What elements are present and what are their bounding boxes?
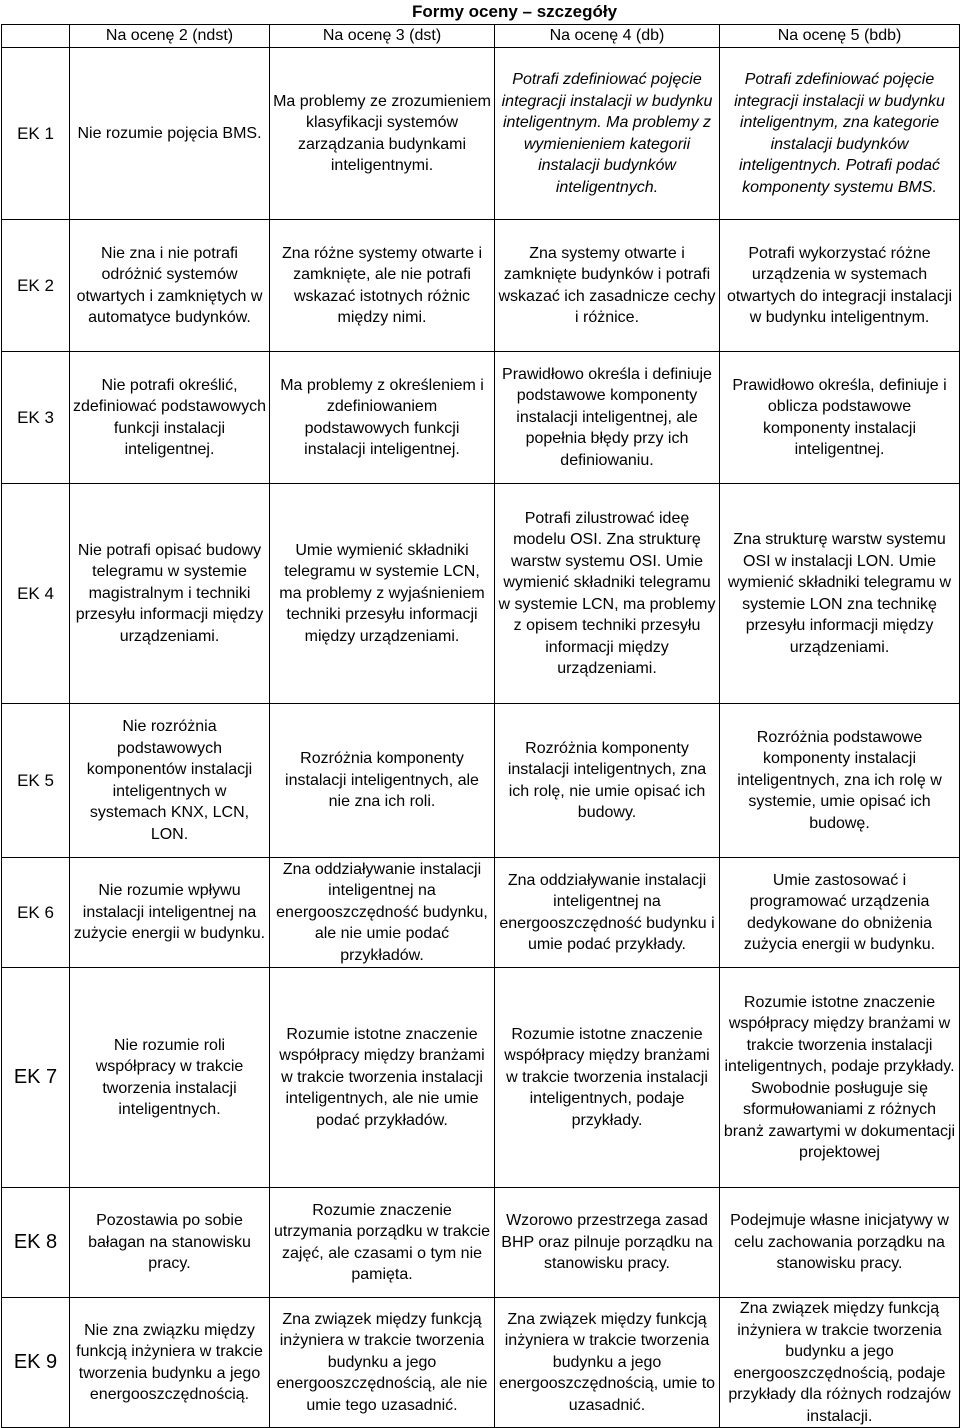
page-title: Formy oceny – szczegóły: [70, 0, 960, 25]
grade-4-cell: Potrafi zilustrować ideę modelu OSI. Zna strukturę warstw systemu OSI. Umie wymienić składniki telegramu w systemie LCN, ma problemy z opisem techniki przesyłu informacji między urządzeniami.: [495, 484, 720, 704]
grade-5-cell: Rozróżnia podstawowe komponenty instalacji inteligentnych, zna ich rolę w systemie, umie opisać ich budowę.: [720, 704, 960, 858]
grade-2-cell: Nie rozróżnia podstawowych komponentów instalacji inteligentnych w systemach KNX, LCN, LON.: [70, 704, 270, 858]
grade-2-cell: Nie rozumie pojęcia BMS.: [70, 48, 270, 220]
grade-4-cell: Zna oddziaływanie instalacji inteligentnej na energooszczędność budynku i umie podać przykłady.: [495, 858, 720, 968]
grade-4-cell: Zna systemy otwarte i zamknięte budynków i potrafi wskazać ich zasadnicze cechy i różnice.: [495, 220, 720, 352]
table-row-ek4: [2, 484, 960, 704]
grade-3-cell: Zna oddziaływanie instalacji inteligentnej na energooszczędność budynku, ale nie umie podać przykładów.: [270, 858, 495, 968]
corner-cell: [2, 25, 70, 48]
grade-2-header: Na ocenę 2 (ndst): [70, 25, 270, 48]
table-row-ek5: [2, 704, 960, 858]
ek-label: EK 2: [2, 220, 70, 352]
grade-4-cell: Wzorowo przestrzega zasad BHP oraz pilnuje porządku na stanowisku pracy.: [495, 1188, 720, 1298]
grade-4-cell: Prawidłowo określa i definiuje podstawowe komponenty instalacji inteligentnej, ale popełnia błędy przy ich definiowaniu.: [495, 352, 720, 484]
grade-2-cell: Nie potrafi opisać budowy telegramu w systemie magistralnym i techniki przesyłu informacji między urządzeniami.: [70, 484, 270, 704]
grade-5-cell: Zna strukturę warstw systemu OSI w instalacji LON. Umie wymienić składniki telegramu w systemie LON zna technikę przesyłu informacji między urządzeniami.: [720, 484, 960, 704]
table-row-ek8: [2, 1188, 960, 1298]
table-row-ek9: [2, 1298, 960, 1428]
grade-5-cell: Podejmuje własne inicjatywy w celu zachowania porządku na stanowisku pracy.: [720, 1188, 960, 1298]
grade-5-cell: Zna związek między funkcją inżyniera w trakcie tworzenia budynku a jego energooszczędnością, podaje przykłady dla różnych rodzajów instalacji.: [720, 1298, 960, 1428]
title-row: [2, 0, 960, 25]
grade-3-cell: Rozróżnia komponenty instalacji inteligentnych, ale nie zna ich roli.: [270, 704, 495, 858]
table-row-ek2: [2, 220, 960, 352]
assessment-table: [1, 0, 960, 1428]
ek-label: EK 7: [2, 968, 70, 1188]
grade-2-cell: Nie zna i nie potrafi odróżnić systemów otwartych i zamkniętych w automatyce budynków.: [70, 220, 270, 352]
grade-4-cell: Rozumie istotne znaczenie współpracy między branżami w trakcie tworzenia instalacji inteligentnych, podaje przykłady.: [495, 968, 720, 1188]
grade-5-cell: Prawidłowo określa, definiuje i oblicza podstawowe komponenty instalacji inteligentnej.: [720, 352, 960, 484]
grade-header-row: [2, 25, 960, 48]
grade-2-cell: Nie rozumie wpływu instalacji inteligentnej na zużycie energii w budynku.: [70, 858, 270, 968]
ek-label: EK 8: [2, 1188, 70, 1298]
ek-label: EK 4: [2, 484, 70, 704]
table-row-ek1: [2, 48, 960, 220]
grade-5-cell: Potrafi zdefiniować pojęcie integracji instalacji w budynku inteligentnym, zna kategorie instalacji budynków inteligentnych. Potrafi podać komponenty systemu BMS.: [720, 48, 960, 220]
grade-2-cell: Nie zna związku między funkcją inżyniera w trakcie tworzenia budynku a jego energooszczędnością.: [70, 1298, 270, 1428]
grade-3-cell: Zna różne systemy otwarte i zamknięte, ale nie potrafi wskazać istotnych różnic między nimi.: [270, 220, 495, 352]
grade-5-cell: Rozumie istotne znaczenie współpracy między branżami w trakcie tworzenia instalacji inteligentnych, podaje przykłady. Swobodnie posługuje się sformułowaniami z różnych branż zawartymi w dokumentacji projektowej: [720, 968, 960, 1188]
ek-label: EK 1: [2, 48, 70, 220]
grade-5-header: Na ocenę 5 (bdb): [720, 25, 960, 48]
ek-label: EK 6: [2, 858, 70, 968]
grade-3-cell: Rozumie istotne znaczenie współpracy między branżami w trakcie tworzenia instalacji inteligentnych, ale nie umie podać przykładów.: [270, 968, 495, 1188]
ek-label: EK 9: [2, 1298, 70, 1428]
table-row-ek6: [2, 858, 960, 968]
grade-2-cell: Nie rozumie roli współpracy w trakcie tworzenia instalacji inteligentnych.: [70, 968, 270, 1188]
grade-4-cell: Rozróżnia komponenty instalacji inteligentnych, zna ich rolę, nie umie opisać ich budowy.: [495, 704, 720, 858]
grade-4-header: Na ocenę 4 (db): [495, 25, 720, 48]
grade-3-header: Na ocenę 3 (dst): [270, 25, 495, 48]
ek-label: EK 5: [2, 704, 70, 858]
grade-2-cell: Nie potrafi określić, zdefiniować podstawowych funkcji instalacji inteligentnej.: [70, 352, 270, 484]
grade-4-cell: Potrafi zdefiniować pojęcie integracji instalacji w budynku inteligentnym. Ma problemy z wymienieniem kategorii instalacji budynków inteligentnych.: [495, 48, 720, 220]
ek-label: EK 3: [2, 352, 70, 484]
grade-3-cell: Ma problemy ze zrozumieniem klasyfikacji systemów zarządzania budynkami inteligentnymi.: [270, 48, 495, 220]
grade-3-cell: Rozumie znaczenie utrzymania porządku w trakcie zajęć, ale czasami o tym nie pamięta.: [270, 1188, 495, 1298]
table-row-ek3: [2, 352, 960, 484]
corner-cell: [2, 0, 70, 25]
grade-2-cell: Pozostawia po sobie bałagan na stanowisku pracy.: [70, 1188, 270, 1298]
grade-5-cell: Umie zastosować i programować urządzenia dedykowane do obniżenia zużycia energii w budynku.: [720, 858, 960, 968]
grade-3-cell: Zna związek między funkcją inżyniera w trakcie tworzenia budynku a jego energooszczędnością, ale nie umie tego uzasadnić.: [270, 1298, 495, 1428]
grade-3-cell: Ma problemy z określeniem i zdefiniowaniem podstawowych funkcji instalacji inteligentnej.: [270, 352, 495, 484]
grade-4-cell: Zna związek między funkcją inżyniera w trakcie tworzenia budynku a jego energooszczędnością, umie to uzasadnić.: [495, 1298, 720, 1428]
table-row-ek7: [2, 968, 960, 1188]
grade-5-cell: Potrafi wykorzystać różne urządzenia w systemach otwartych do integracji instalacji w budynku inteligentnym.: [720, 220, 960, 352]
grade-3-cell: Umie wymienić składniki telegramu w systemie LCN, ma problemy z wyjaśnieniem techniki przesyłu informacji między urządzeniami.: [270, 484, 495, 704]
